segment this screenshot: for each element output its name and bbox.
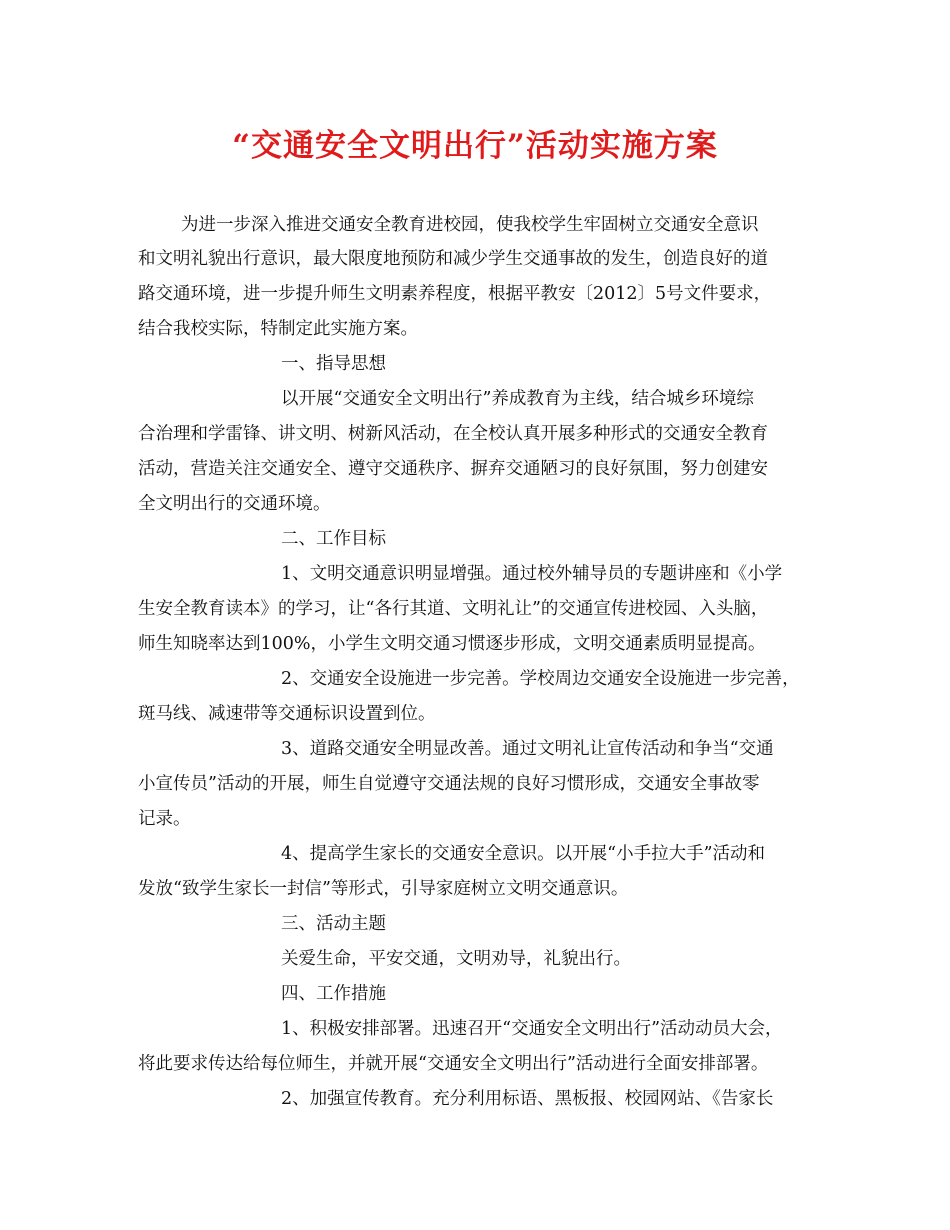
section-heading: 二、工作目标 bbox=[281, 529, 386, 549]
paragraph-line: 合治理和学雷锋、讲文明、树新风活动，在全校认真开展多种形式的交通安全教育 bbox=[138, 424, 768, 444]
document-title: “交通安全文明出行”活动实施方案 bbox=[232, 128, 718, 164]
section-heading: 三、活动主题 bbox=[281, 914, 386, 934]
paragraph-line: 4、提高学生家长的交通安全意识。以开展“小手拉大手”活动和 bbox=[281, 844, 766, 864]
paragraph-line: 师生知晓率达到100%，小学生文明交通习惯逐步形成，文明交通素质明显提高。 bbox=[138, 634, 766, 654]
paragraph-line: 结合我校实际，特制定此实施方案。 bbox=[138, 319, 418, 339]
paragraph-line: 发放“致学生家长一封信”等形式，引导家庭树立文明交通意识。 bbox=[138, 879, 629, 899]
paragraph-line: 1、积极安排部署。迅速召开“交通安全文明出行”活动动员大会， bbox=[281, 1019, 783, 1039]
paragraph-line: 以开展“交通安全文明出行”养成教育为主线，结合城乡环境综 bbox=[281, 389, 754, 409]
paragraph-line: 关爱生命，平安交通，文明劝导，礼貌出行。 bbox=[281, 949, 631, 969]
paragraph-line: 1、文明交通意识明显增强。通过校外辅导员的专题讲座和《小学 bbox=[281, 564, 783, 584]
paragraph-line: 小宣传员”活动的开展，师生自觉遵守交通法规的良好习惯形成，交通安全事故零 bbox=[138, 774, 760, 794]
paragraph-line: 为进一步深入推进交通安全教育进校园，使我校学生牢固树立交通安全意识 bbox=[181, 215, 759, 235]
paragraph-line: 将此要求传达给每位师生，并就开展“交通安全文明出行”活动进行全面安排部署。 bbox=[138, 1054, 769, 1074]
paragraph-line: 斑马线、减速带等交通标识设置到位。 bbox=[138, 704, 436, 724]
paragraph-line: 记录。 bbox=[138, 809, 191, 829]
paragraph-line: 活动，营造关注交通安全、遵守交通秩序、摒弃交通陋习的良好氛围，努力创建安 bbox=[138, 459, 768, 479]
paragraph-line: 全文明出行的交通环境。 bbox=[138, 494, 331, 514]
section-heading: 一、指导思想 bbox=[281, 354, 386, 374]
paragraph-line: 路交通环境，进一步提升师生文明素养程度，根据平教安〔2012〕5号文件要求， bbox=[138, 284, 772, 304]
paragraph-line: 3、道路交通安全明显改善。通过文明礼让宣传活动和争当“交通 bbox=[281, 739, 774, 759]
paragraph-line: 生安全教育读本》的学习，让“各行其道、文明礼让”的交通宣传进校园、入头脑， bbox=[138, 599, 769, 619]
paragraph-line: 2、交通安全设施进一步完善。学校周边交通安全设施进一步完善， bbox=[281, 669, 800, 689]
paragraph-line: 和文明礼貌出行意识，最大限度地预防和减少学生交通事故的发生，创造良好的道 bbox=[138, 249, 768, 269]
section-heading: 四、工作措施 bbox=[281, 984, 386, 1004]
paragraph-line: 2、加强宣传教育。充分利用标语、黑板报、校园网站、《告家长 bbox=[281, 1089, 774, 1109]
